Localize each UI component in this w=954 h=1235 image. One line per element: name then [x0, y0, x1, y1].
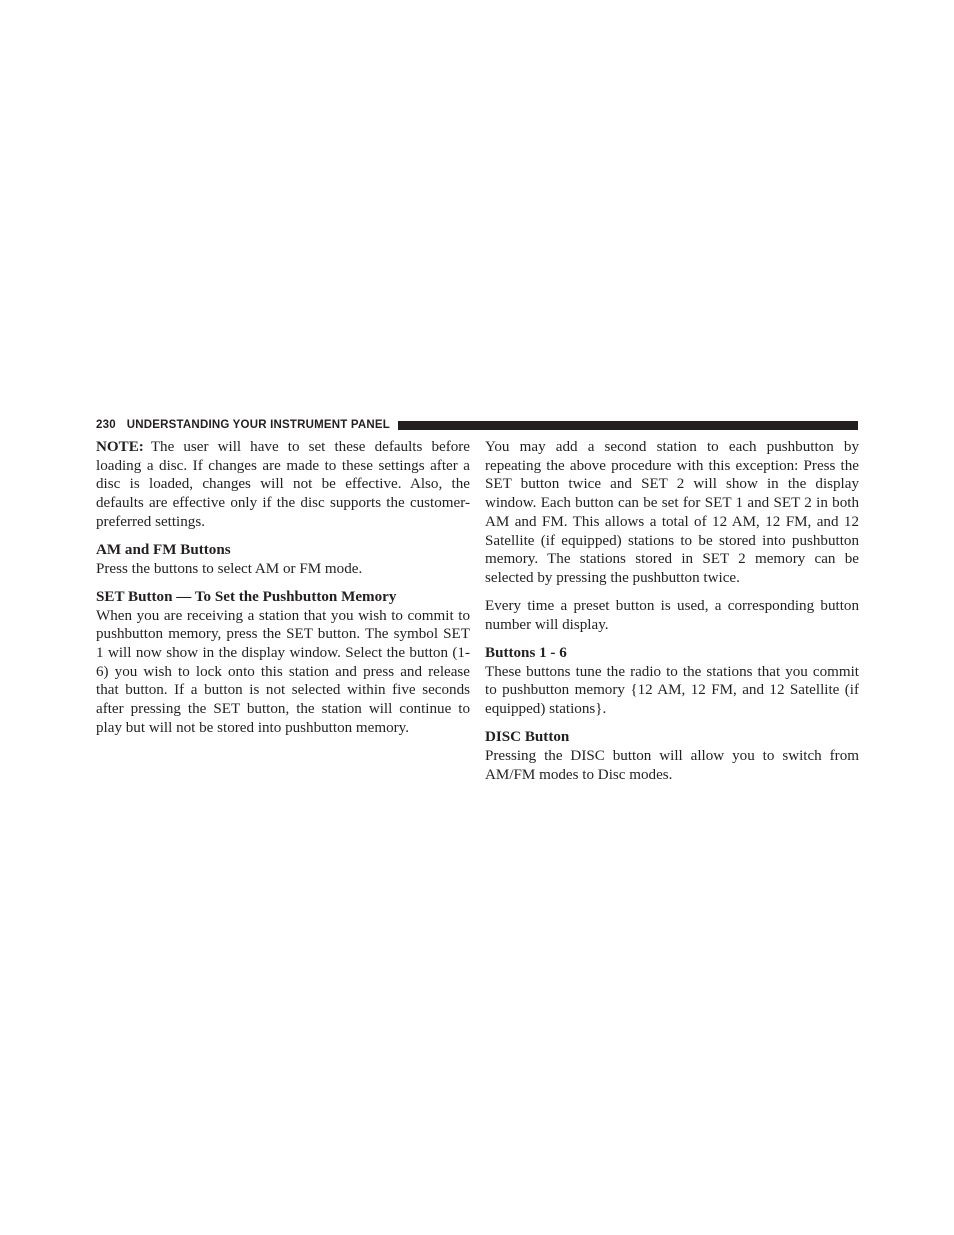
note-paragraph [96, 438, 470, 532]
page-number: 230 [96, 419, 116, 431]
header-rule [398, 421, 858, 430]
preset-text: Every time a preset button is used, a corresponding button number will display. [485, 598, 859, 633]
set-button-text: When you are receiving a station that you wish to commit to pushbutton memory, press the SET button. The symbol SET 1 will now show in the display window. Select the button (1-6) you wish to lock onto this station and press and release that button. If a button is not selected within five seconds after pressing the SET button, the station will continue to play but will not be stored into pushbutton memory. [96, 607, 470, 736]
am-fm-text: Press the buttons to select AM or FM mode. [96, 560, 363, 577]
left-column [96, 438, 470, 747]
am-fm-heading: AM and FM Buttons [96, 542, 231, 559]
buttons-text: These buttons tune the radio to the stations that you commit to pushbutton memory {12 AM, 12 FM, and 12 Satellite (if equipped) stations}. [485, 663, 859, 718]
buttons-heading: Buttons 1 - 6 [485, 645, 567, 662]
note-label: NOTE: [96, 439, 144, 455]
page-header [96, 417, 858, 433]
section-title: UNDERSTANDING YOUR INSTRUMENT PANEL [126, 419, 390, 431]
second-station-text: You may add a second station to each pushbutton by repeating the above procedure with this exception: Press the SET button twice and SET 2 will show in the display window. Each button can be set for SET 1 and SET 2 in both AM and FM. This allows a total of 12 AM, 12 FM, and 12 Satellite (if equipped) stations to be stored into pushbutton memory. The stations stored in SET 2 memory can be selected by pressing the pushbutton twice. [485, 439, 859, 586]
disc-button-heading: DISC Button [485, 729, 570, 746]
note-text: The user will have to set these defaults before loading a disc. If changes are made to these settings after a disc is loaded, changes will not be effective. Also, the defaults are effective only if the disc supports the customer-preferred settings. [96, 439, 470, 530]
right-column [485, 438, 859, 794]
set-button-heading: SET Button — To Set the Pushbutton Memory [96, 588, 397, 605]
disc-button-text: Pressing the DISC button will allow you to switch from AM/FM modes to Disc modes. [485, 748, 859, 783]
